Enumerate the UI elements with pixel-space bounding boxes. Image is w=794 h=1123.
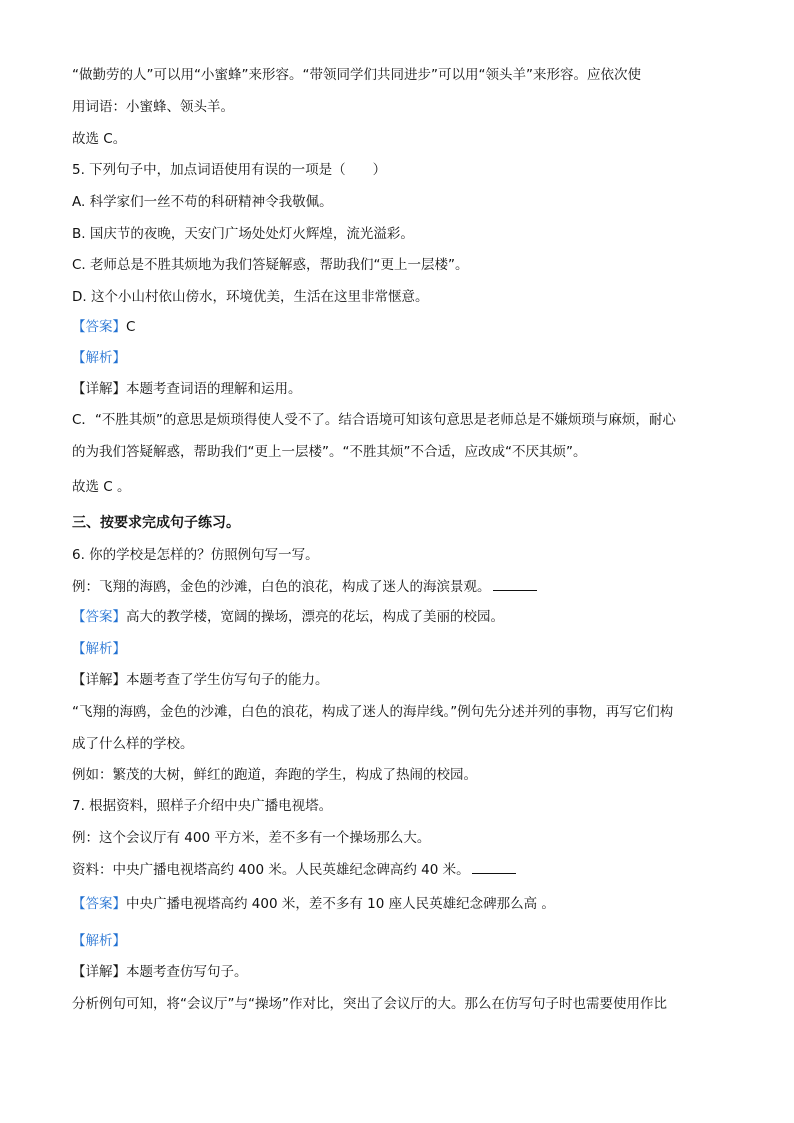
detail-line	[72, 963, 248, 981]
detail-line	[72, 380, 302, 398]
answer-value: C	[126, 319, 136, 335]
detail-text: 本题考查了学生仿写句子的能力。	[126, 672, 329, 688]
source-line	[72, 861, 516, 879]
text-line: 故选 C 。	[72, 479, 131, 495]
answer-line	[72, 318, 135, 336]
explanation-line: C．“不胜其烦”的意思是烦琐得使人受不了。结合语境可知该句意思是老师总是不嫌烦琐与麻烦，耐心	[72, 412, 676, 428]
analysis-tag: 【解析】	[72, 350, 126, 366]
option-c: C. 老师总是不胜其烦地为我们答疑解惑，帮助我们“更上一层楼”。	[72, 257, 469, 273]
answer-tag: 【答案】	[72, 896, 126, 912]
answer-blank	[493, 578, 537, 591]
explanation-line: 的为我们答疑解惑，帮助我们“更上一层楼”。“不胜其烦”不合适，应改成“不厌其烦”。	[72, 444, 587, 460]
detail-text: 本题考查词语的理解和运用。	[126, 381, 302, 397]
section-heading: 三、按要求完成句子练习。	[72, 515, 240, 531]
answer-value: 高大的教学楼，宽阔的操场，漂亮的花坛，构成了美丽的校园。	[126, 609, 504, 625]
detail-tag: 【详解】	[72, 964, 126, 980]
detail-line	[72, 671, 329, 689]
detail-tag: 【详解】	[72, 672, 126, 688]
answer-line	[72, 895, 555, 913]
analysis-tag: 【解析】	[72, 933, 126, 949]
text-line: “做勤劳的人”可以用“小蜜蜂”来形容。“带领同学们共同进步”可以用“领头羊”来形容。应依次使	[72, 67, 641, 83]
option-a: A. 科学家们一丝不苟的科研精神令我敬佩。	[72, 194, 333, 210]
explanation-line: 例如：繁茂的大树，鲜红的跑道，奔跑的学生，构成了热闹的校园。	[72, 767, 477, 783]
example-line: 例：这个会议厅有 400 平方米，差不多有一个操场那么大。	[72, 830, 431, 846]
question-6: 6. 你的学校是怎样的？仿照例句写一写。	[72, 547, 319, 563]
text-line: 故选 C。	[72, 131, 127, 147]
answer-line	[72, 608, 504, 626]
detail-text: 本题考查仿写句子。	[126, 964, 248, 980]
answer-value: 中央广播电视塔高约 400 米，差不多有 10 座人民英雄纪念碑那么高 。	[126, 896, 555, 912]
answer-tag: 【答案】	[72, 319, 126, 335]
option-b: B. 国庆节的夜晚，天安门广场处处灯火辉煌，流光溢彩。	[72, 226, 414, 242]
example-text: 例：飞翔的海鸥，金色的沙滩，白色的浪花，构成了迷人的海滨景观。	[72, 579, 491, 595]
detail-tag: 【详解】	[72, 381, 126, 397]
question-5: 5. 下列句子中，加点词语使用有误的一项是（ ）	[72, 162, 387, 178]
analysis-tag: 【解析】	[72, 641, 126, 657]
explanation-line: 成了什么样的学校。	[72, 736, 194, 752]
text-line: 用词语：小蜜蜂、领头羊。	[72, 99, 234, 115]
answer-tag: 【答案】	[72, 609, 126, 625]
option-d: D. 这个小山村依山傍水，环境优美，生活在这里非常惬意。	[72, 289, 429, 305]
question-7: 7. 根据资料，照样子介绍中央广播电视塔。	[72, 798, 333, 814]
example-line	[72, 578, 537, 596]
source-text: 资料：中央广播电视塔高约 400 米。人民英雄纪念碑高约 40 米。	[72, 862, 470, 878]
explanation-line: 分析例句可知，将“会议厅”与“操场”作对比，突出了会议厅的大。那么在仿写句子时也需要使用作比	[72, 996, 667, 1012]
answer-blank	[472, 861, 516, 874]
explanation-line: “飞翔的海鸥，金色的沙滩，白色的浪花，构成了迷人的海岸线。”例句先分述并列的事物，再写它们构	[72, 704, 674, 720]
